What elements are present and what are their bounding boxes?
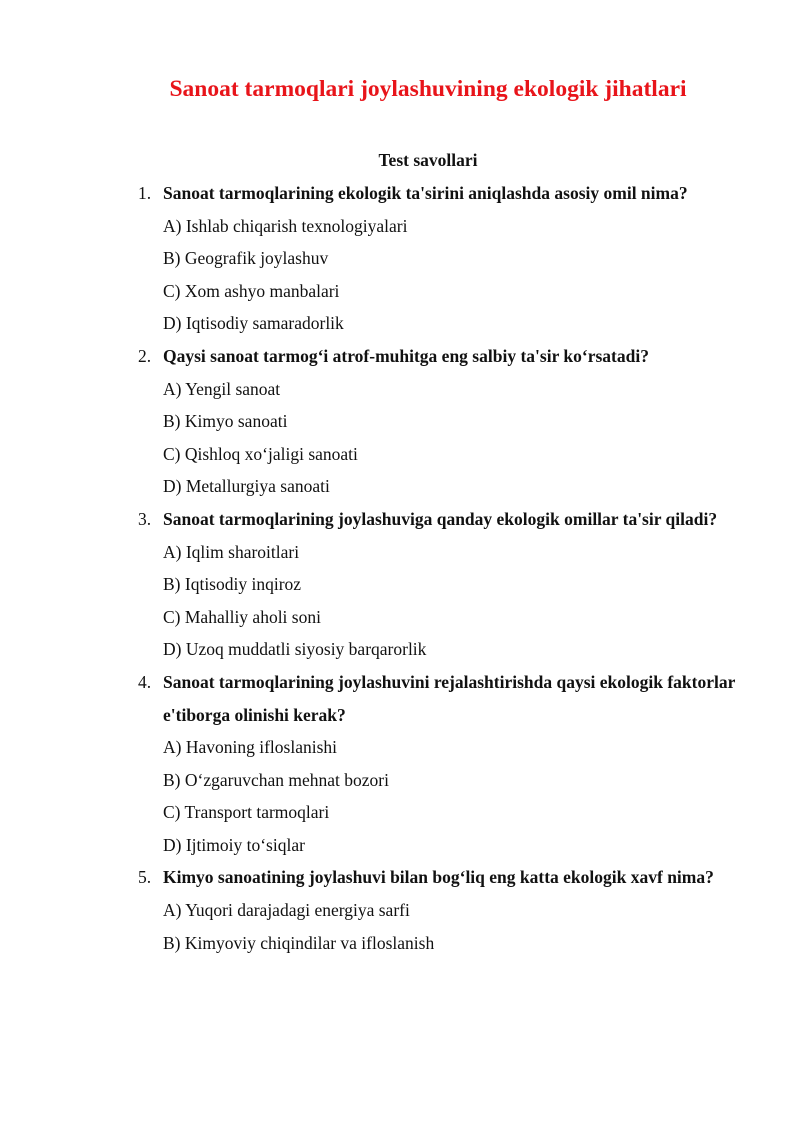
- question-list: [0, 177, 800, 959]
- question-text: Sanoat tarmoqlarining joylashuviga qanday ekologik omillar ta'sir qiladi?: [163, 508, 718, 529]
- question-number: 3.: [138, 508, 152, 529]
- answer-option: C) Xom ashyo manbalari: [163, 280, 340, 301]
- answer-option: C) Mahalliy aholi soni: [163, 606, 321, 627]
- section-subtitle: Test savollari: [378, 150, 478, 170]
- answer-option: D) Metallurgiya sanoati: [163, 476, 330, 497]
- question-text: Kimyo sanoatining joylashuvi bilan bog‘liq eng katta ekologik xavf nima?: [163, 867, 714, 888]
- answer-option: C) Transport tarmoqlari: [163, 802, 330, 823]
- answer-option: C) Qishloq xo‘jaligi sanoati: [163, 443, 358, 464]
- answer-option: A) Havoning ifloslanishi: [163, 737, 338, 758]
- answer-options: [0, 731, 800, 861]
- answer-options: [0, 894, 800, 959]
- answer-option: A) Yuqori darajadagi energiya sarfi: [163, 900, 410, 921]
- question-item: [0, 861, 800, 959]
- answer-options: [0, 536, 800, 666]
- question-number: 4.: [138, 671, 152, 692]
- question-number: 5.: [138, 867, 152, 888]
- question-item: [0, 177, 800, 340]
- question-number: 1.: [138, 183, 152, 203]
- answer-option: B) Kimyoviy chiqindilar va ifloslanish: [163, 932, 435, 953]
- answer-options: [0, 373, 800, 503]
- answer-option: B) O‘zgaruvchan mehnat bozori: [163, 769, 389, 790]
- answer-option: D) Uzoq muddatli siyosiy barqarorlik: [163, 639, 427, 660]
- answer-option: B) Iqtisodiy inqiroz: [163, 574, 302, 595]
- document-title: Sanoat tarmoqlari joylashuvining ekologik jihatlari: [169, 76, 687, 102]
- question-item: [0, 666, 800, 862]
- question-item: [0, 503, 800, 666]
- answer-option: B) Geografik joylashuv: [163, 248, 329, 269]
- answer-option: A) Ishlab chiqarish texnologiyalari: [163, 215, 408, 236]
- question-text: Sanoat tarmoqlarining ekologik ta'sirini aniqlashda asosiy omil nima?: [163, 183, 688, 203]
- answer-option: D) Ijtimoiy to‘siqlar: [163, 834, 305, 855]
- answer-option: A) Yengil sanoat: [163, 378, 281, 399]
- question-text: Qaysi sanoat tarmog‘i atrof-muhitga eng salbiy ta'sir ko‘rsatadi?: [163, 345, 649, 366]
- answer-option: A) Iqlim sharoitlari: [163, 541, 300, 562]
- question-number: 2.: [138, 345, 152, 366]
- question-item: [0, 340, 800, 503]
- question-text: Sanoat tarmoqlarining joylashuvini rejalashtirishda qaysi ekologik faktorlar e'tiborga olinishi kerak?: [163, 671, 736, 725]
- answer-option: B) Kimyo sanoati: [163, 411, 288, 432]
- answer-options: [0, 210, 800, 340]
- answer-option: D) Iqtisodiy samaradorlik: [163, 313, 344, 334]
